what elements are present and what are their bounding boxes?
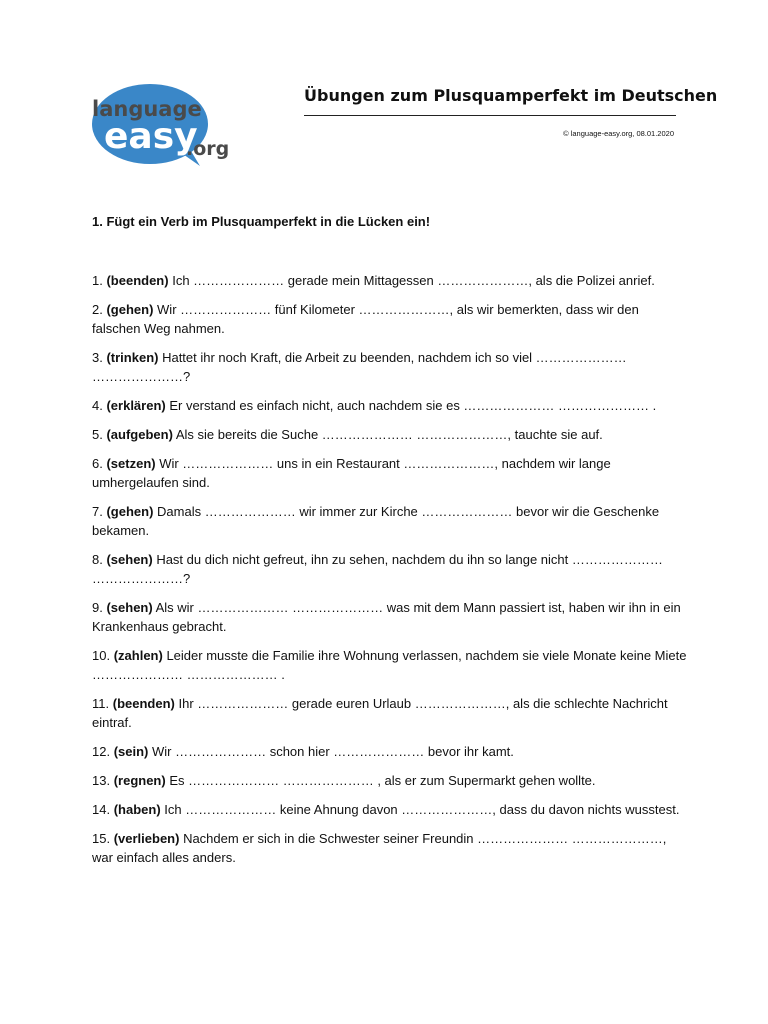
exercise-verb: (verlieben) [113, 831, 180, 846]
exercise-verb: (regnen) [113, 773, 166, 788]
exercise-sentence: Er verstand es einfach nicht, auch nachdem sie es ………………… ………………… . [165, 398, 657, 413]
exercise-item [92, 598, 687, 636]
exercise-item [92, 425, 687, 444]
exercise-sentence: Ich ………………… keine Ahnung davon …………………, dass du davon nichts wusstest. [160, 802, 680, 817]
exercise-sentence: Als sie bereits die Suche ………………… …………………, tauchte sie auf. [172, 427, 603, 442]
exercise-verb: (haben) [113, 802, 161, 817]
exercise-verb: (trinken) [106, 350, 159, 365]
exercise-number: 2. [92, 302, 103, 317]
exercise-number: 13. [92, 773, 111, 788]
exercise-sentence: Wir ………………… schon hier ………………… bevor ihr kamt. [148, 744, 514, 759]
exercise-sentence: Als wir ………………… ………………… was mit dem Mann passiert ist, haben wir ihn in ein Krankenhaus gebracht. [92, 600, 681, 634]
exercise-verb: (sein) [113, 744, 149, 759]
exercise-sentence: Nachdem er sich in die Schwester seiner Freundin ………………… …………………, war einfach alles anders. [92, 831, 667, 865]
exercise-verb: (beenden) [106, 273, 169, 288]
logo-graphic [88, 80, 233, 170]
exercise-number: 15. [92, 831, 111, 846]
exercise-number: 9. [92, 600, 103, 615]
exercise-sentence: Ich ………………… gerade mein Mittagessen …………………, als die Polizei anrief. [168, 273, 655, 288]
exercise-item [92, 829, 687, 867]
exercise-list [92, 271, 687, 877]
exercise-number: 5. [92, 427, 103, 442]
exercise-item [92, 348, 687, 386]
exercise-verb: (sehen) [106, 552, 153, 567]
logo-word-top: language [92, 97, 202, 121]
exercise-number: 11. [92, 696, 110, 711]
exercise-verb: (zahlen) [113, 648, 163, 663]
exercise-sentence: Ihr ………………… gerade euren Urlaub …………………, als die schlechte Nachricht eintraf. [92, 696, 668, 730]
exercise-sentence: Leider musste die Familie ihre Wohnung verlassen, nachdem sie viele Monate keine Miete ………………… ………………… . [92, 648, 687, 682]
page-title: Übungen zum Plusquamperfekt im Deutschen [304, 86, 718, 105]
exercise-item [92, 771, 687, 790]
exercise-number: 6. [92, 456, 103, 471]
exercise-sentence: Hattet ihr noch Kraft, die Arbeit zu beenden, nachdem ich so viel ………………… …………………? [92, 350, 627, 384]
exercise-item [92, 694, 687, 732]
language-easy-logo [88, 80, 233, 170]
exercise-item [92, 300, 687, 338]
exercise-item [92, 800, 687, 819]
exercise-item [92, 271, 687, 290]
exercise-verb: (erklären) [106, 398, 166, 413]
copyright-notice: © language-easy.org, 08.01.2020 [563, 129, 674, 138]
exercise-verb: (gehen) [106, 302, 154, 317]
exercise-number: 14. [92, 802, 111, 817]
exercise-item [92, 646, 687, 684]
exercise-sentence: Wir ………………… uns in ein Restaurant …………………, nachdem wir lange umhergelaufen sind. [92, 456, 611, 490]
exercise-verb: (gehen) [106, 504, 154, 519]
exercise-verb: (beenden) [112, 696, 175, 711]
exercise-item [92, 502, 687, 540]
exercise-sentence: Hast du dich nicht gefreut, ihn zu sehen, nachdem du ihn so lange nicht ………………… …………………? [92, 552, 663, 586]
exercise-number: 3. [92, 350, 103, 365]
title-underline [304, 115, 676, 116]
exercise-verb: (aufgeben) [106, 427, 173, 442]
logo-word-main: easy [104, 116, 198, 157]
exercise-item [92, 550, 687, 588]
exercise-number: 8. [92, 552, 103, 567]
exercise-number: 1. [92, 273, 103, 288]
task-heading: 1. Fügt ein Verb im Plusquamperfekt in die Lücken ein! [92, 214, 431, 229]
exercise-sentence: Wir ………………… fünf Kilometer …………………, als wir bemerkten, dass wir den falschen Weg nahmen. [92, 302, 639, 336]
exercise-number: 10. [92, 648, 111, 663]
exercise-item [92, 396, 687, 415]
exercise-verb: (setzen) [106, 456, 156, 471]
exercise-number: 4. [92, 398, 103, 413]
logo-word-suffix: .org [186, 138, 230, 160]
exercise-sentence: Es ………………… ………………… , als er zum Supermarkt gehen wollte. [165, 773, 596, 788]
exercise-sentence: Damals ………………… wir immer zur Kirche ………………… bevor wir die Geschenke bekamen. [92, 504, 660, 538]
exercise-item [92, 454, 687, 492]
exercise-verb: (sehen) [106, 600, 153, 615]
exercise-number: 7. [92, 504, 103, 519]
exercise-item [92, 742, 687, 761]
exercise-number: 12. [92, 744, 111, 759]
